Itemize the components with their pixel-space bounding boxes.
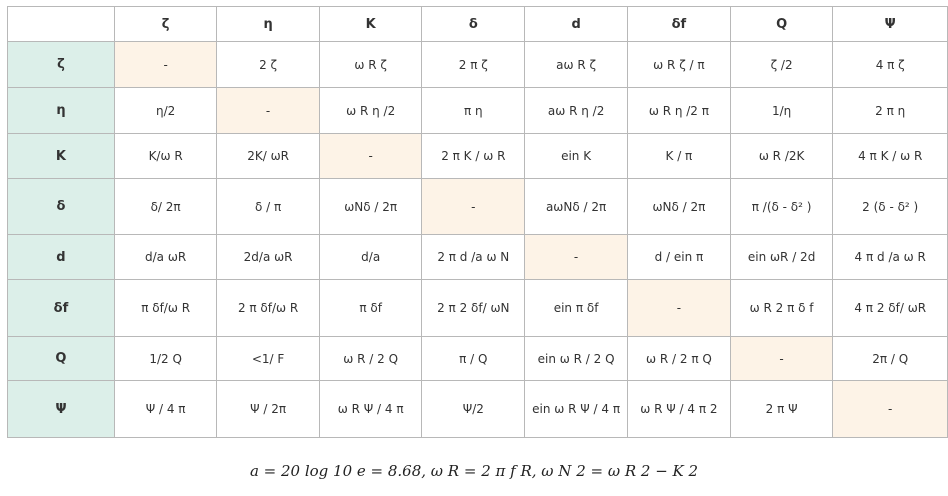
- column-header: d: [525, 7, 628, 42]
- table-cell: ω R 2 π δ f: [730, 280, 833, 337]
- table-row: [8, 88, 948, 134]
- diagonal-cell: -: [833, 381, 948, 438]
- diagonal-cell: -: [730, 337, 833, 381]
- table-row: [8, 235, 948, 280]
- table-cell: d / ein π: [628, 235, 731, 280]
- table-cell: ω R / 2 Q: [319, 337, 422, 381]
- table-cell: 2 π 2 δf/ ωN: [422, 280, 525, 337]
- table-cell: K / π: [628, 134, 731, 179]
- table-cell: 2 π Ψ: [730, 381, 833, 438]
- table-cell: ω R η /2 π: [628, 88, 731, 134]
- table-cell: 2π / Q: [833, 337, 948, 381]
- table-cell: π / Q: [422, 337, 525, 381]
- table-cell: ein ωR / 2d: [730, 235, 833, 280]
- table-cell: ω R ζ: [319, 42, 422, 88]
- table-cell: aω R ζ: [525, 42, 628, 88]
- diagonal-cell: -: [628, 280, 731, 337]
- table-cell: Ψ / 2π: [217, 381, 320, 438]
- corner-cell: [8, 7, 115, 42]
- table-cell: ein K: [525, 134, 628, 179]
- table-cell: δ / π: [217, 179, 320, 235]
- table-cell: δ/ 2π: [114, 179, 216, 235]
- table-cell: 4 π ζ: [833, 42, 948, 88]
- table-row: [8, 280, 948, 337]
- table-cell: π η: [422, 88, 525, 134]
- row-header: ζ: [8, 42, 115, 88]
- row-header: Q: [8, 337, 115, 381]
- table-cell: 2 π ζ: [422, 42, 525, 88]
- table-cell: 2 π η: [833, 88, 948, 134]
- table-cell: ω R Ψ / 4 π 2: [628, 381, 731, 438]
- table-cell: π δf: [319, 280, 422, 337]
- row-header: K: [8, 134, 115, 179]
- table-cell: aω R η /2: [525, 88, 628, 134]
- table-cell: <1/ F: [217, 337, 320, 381]
- row-header: η: [8, 88, 115, 134]
- column-header: ζ: [114, 7, 216, 42]
- diagonal-cell: -: [319, 134, 422, 179]
- column-header: Q: [730, 7, 833, 42]
- table-row: [8, 42, 948, 88]
- table-cell: 2 π δf/ω R: [217, 280, 320, 337]
- table-cell: 2 π K / ω R: [422, 134, 525, 179]
- table-cell: 2 π d /a ω N: [422, 235, 525, 280]
- header-row: [8, 7, 948, 42]
- table-cell: 2 ζ: [217, 42, 320, 88]
- row-header: d: [8, 235, 115, 280]
- table-cell: Ψ/2: [422, 381, 525, 438]
- table-cell: K/ω R: [114, 134, 216, 179]
- table-row: [8, 134, 948, 179]
- footer-formula: a = 20 log 10 e = 8.68, ω R = 2 π f R, ω N 2 = ω R 2 − K 2: [249, 462, 699, 480]
- row-header: Ψ: [8, 381, 115, 438]
- table-cell: 1/2 Q: [114, 337, 216, 381]
- row-header: δ: [8, 179, 115, 235]
- table-cell: 2d/a ωR: [217, 235, 320, 280]
- column-header: δ: [422, 7, 525, 42]
- table-cell: aωNδ / 2π: [525, 179, 628, 235]
- diagonal-cell: -: [422, 179, 525, 235]
- row-header: δf: [8, 280, 115, 337]
- table-cell: 2 (δ - δ² ): [833, 179, 948, 235]
- table-cell: π /(δ - δ² ): [730, 179, 833, 235]
- table-cell: ω R / 2 π Q: [628, 337, 731, 381]
- table-cell: Ψ / 4 π: [114, 381, 216, 438]
- table-cell: ζ /2: [730, 42, 833, 88]
- table-cell: 4 π 2 δf/ ωR: [833, 280, 948, 337]
- table-row: [8, 179, 948, 235]
- table-cell: ein ω R / 2 Q: [525, 337, 628, 381]
- column-header: η: [217, 7, 320, 42]
- table-cell: π δf/ω R: [114, 280, 216, 337]
- table-cell: η/2: [114, 88, 216, 134]
- column-header: δf: [628, 7, 731, 42]
- table-cell: d/a: [319, 235, 422, 280]
- diagonal-cell: -: [525, 235, 628, 280]
- diagonal-cell: -: [114, 42, 216, 88]
- table-cell: ωNδ / 2π: [319, 179, 422, 235]
- table-cell: 2K/ ωR: [217, 134, 320, 179]
- table-cell: ω R /2K: [730, 134, 833, 179]
- table-cell: ω R η /2: [319, 88, 422, 134]
- diagonal-cell: -: [217, 88, 320, 134]
- table-cell: 4 π K / ω R: [833, 134, 948, 179]
- table-cell: d/a ωR: [114, 235, 216, 280]
- table-row: [8, 381, 948, 438]
- table-cell: ω R Ψ / 4 π: [319, 381, 422, 438]
- table-cell: ωNδ / 2π: [628, 179, 731, 235]
- table-row: [8, 337, 948, 381]
- column-header: Ψ: [833, 7, 948, 42]
- table-cell: ω R ζ / π: [628, 42, 731, 88]
- table-cell: ein π δf: [525, 280, 628, 337]
- table-cell: ein ω R Ψ / 4 π: [525, 381, 628, 438]
- table-cell: 4 π d /a ω R: [833, 235, 948, 280]
- column-header: K: [319, 7, 422, 42]
- table-cell: 1/η: [730, 88, 833, 134]
- conversion-table: [7, 6, 948, 438]
